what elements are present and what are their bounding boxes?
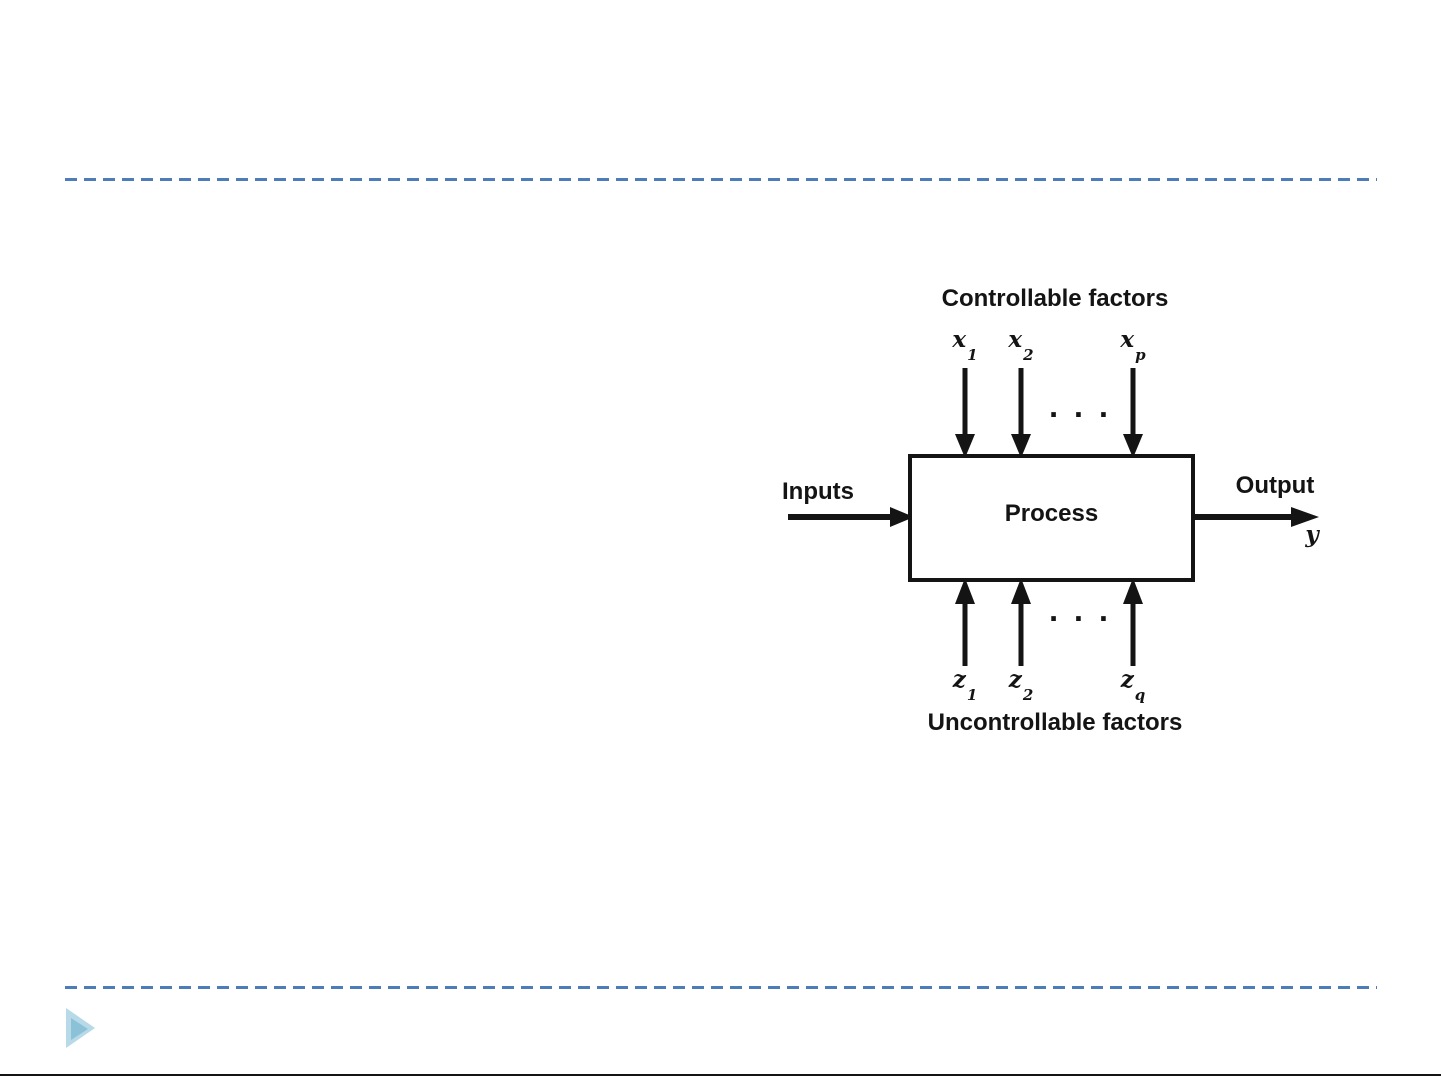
factor-subscript: 2 [1023, 345, 1034, 364]
factor-label-zq [1103, 666, 1163, 704]
process-model-diagram [770, 280, 1330, 750]
factor-subscript: q [1134, 685, 1146, 704]
controllable-arrow-2 [1011, 368, 1031, 458]
factor-label-xp [1103, 326, 1163, 364]
controllable-arrow-3 [1123, 368, 1143, 458]
output-label: Output [1235, 472, 1315, 499]
factor-base: z [952, 666, 966, 693]
footer-rule [0, 1074, 1441, 1076]
factor-subscript: 1 [967, 345, 978, 364]
output-variable-y: y [1305, 521, 1319, 548]
factor-base: z [1008, 666, 1022, 693]
ellipsis-top: . . . [1048, 394, 1112, 424]
bottom-dashed-divider [65, 986, 1377, 989]
factor-label-x2 [991, 326, 1051, 364]
ellipsis-bottom: . . . [1048, 598, 1112, 628]
factor-subscript: p [1135, 345, 1146, 364]
uncontrollable-arrow-3 [1123, 578, 1143, 666]
uncontrollable-factors-title: Uncontrollable factors [927, 709, 1183, 736]
factor-label-z1 [935, 666, 995, 704]
factor-label-z2 [991, 666, 1051, 704]
uncontrollable-arrow-2 [1011, 578, 1031, 666]
factor-base: x [952, 326, 967, 353]
factor-subscript: 2 [1022, 685, 1034, 704]
input-arrow [788, 507, 914, 527]
process-box-label: Process [1004, 500, 1099, 527]
controllable-arrow-1 [955, 368, 975, 458]
play-triangle-inner [71, 1018, 88, 1040]
factor-base: z [1120, 666, 1134, 693]
factor-label-x1 [935, 326, 995, 364]
factor-subscript: 1 [966, 685, 978, 704]
uncontrollable-arrow-1 [955, 578, 975, 666]
inputs-label: Inputs [782, 478, 854, 505]
factor-base: x [1008, 326, 1023, 353]
top-dashed-divider [65, 178, 1377, 181]
factor-base: x [1120, 326, 1135, 353]
controllable-factors-title: Controllable factors [941, 285, 1169, 312]
